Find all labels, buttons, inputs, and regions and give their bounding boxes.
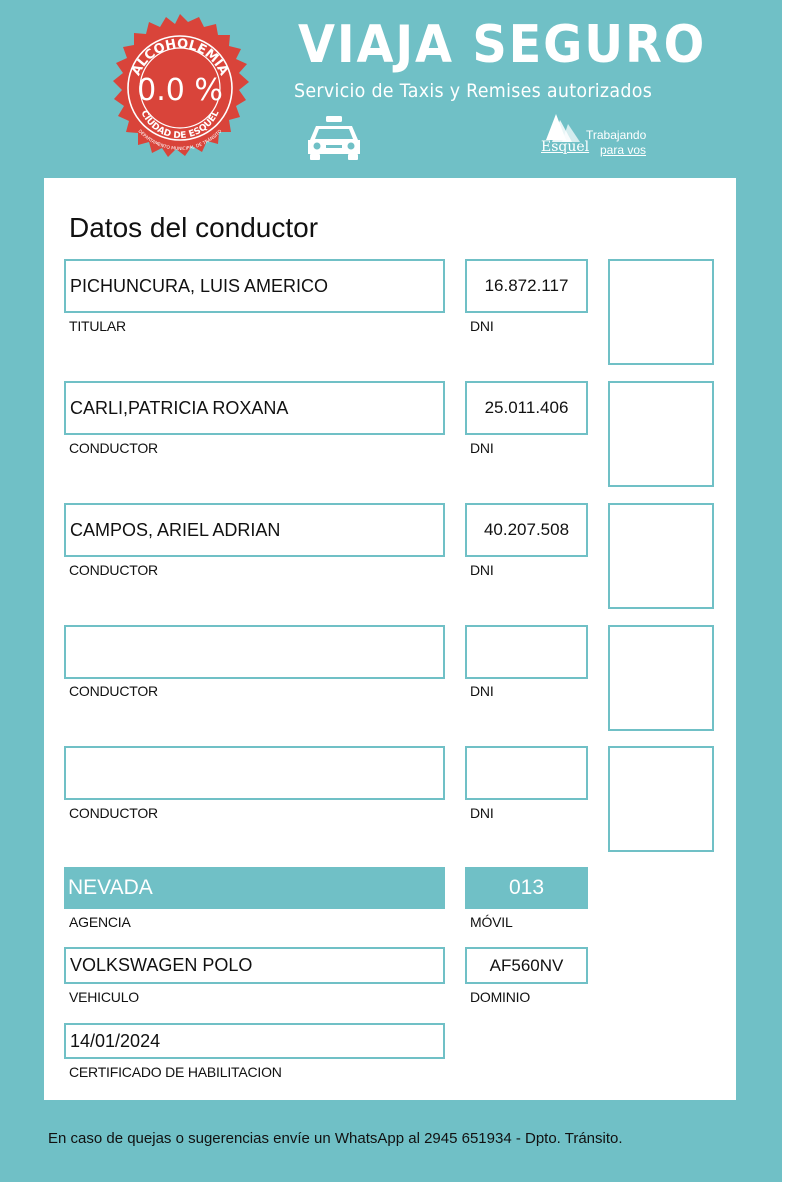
driver-photo-box bbox=[608, 625, 714, 731]
section-title: Datos del conductor bbox=[69, 212, 319, 243]
seal-value: 0.0 % bbox=[137, 73, 223, 108]
driver-name-field[interactable]: CAMPOS, ARIEL ADRIAN bbox=[64, 503, 445, 557]
agency-label: AGENCIA bbox=[69, 914, 131, 930]
driver-name-field[interactable] bbox=[64, 746, 445, 800]
alcoholemia-seal bbox=[104, 12, 256, 164]
driver-dni-label: DNI bbox=[470, 318, 494, 334]
driver-photo-box bbox=[608, 259, 714, 365]
agency-field[interactable]: NEVADA bbox=[64, 867, 445, 909]
movil-field[interactable]: 013 bbox=[465, 867, 588, 909]
footer-note: En caso de quejas o sugerencias envíe un WhatsApp al 2945 651934 - Dpto. Tránsito. bbox=[48, 1130, 623, 1147]
seal-small-text: DEPARTAMENTO MUNICIPAL DE TRÁNSITO bbox=[136, 129, 224, 153]
certificate-field[interactable]: 14/01/2024 bbox=[64, 1023, 445, 1059]
driver-dni-label: DNI bbox=[470, 683, 494, 699]
driver-photo-box bbox=[608, 746, 714, 852]
driver-role-label: TITULAR bbox=[69, 318, 126, 334]
driver-dni-field[interactable]: 40.207.508 bbox=[465, 503, 588, 557]
dominio-field[interactable]: AF560NV bbox=[465, 947, 588, 984]
driver-name-field[interactable]: PICHUNCURA, LUIS AMERICO bbox=[64, 259, 445, 313]
driver-role-label: CONDUCTOR bbox=[69, 440, 158, 456]
brand-subtitle: Servicio de Taxis y Remises autorizados bbox=[294, 80, 653, 102]
esquel-logo-tagline-1: Trabajando bbox=[586, 128, 647, 142]
vehicle-label: VEHICULO bbox=[69, 989, 139, 1005]
driver-photo-box bbox=[608, 381, 714, 487]
driver-role-label: CONDUCTOR bbox=[69, 805, 158, 821]
seal-top-text: ALCOHOLEMIA bbox=[128, 36, 232, 79]
esquel-logo-tagline-2: para vos bbox=[600, 143, 647, 157]
dominio-label: DOMINIO bbox=[470, 989, 531, 1005]
driver-dni-field[interactable]: 16.872.117 bbox=[465, 259, 588, 313]
driver-dni-field[interactable]: 25.011.406 bbox=[465, 381, 588, 435]
driver-name-field[interactable]: CARLI,PATRICIA ROXANA bbox=[64, 381, 445, 435]
driver-photo-box bbox=[608, 503, 714, 609]
driver-role-label: CONDUCTOR bbox=[69, 683, 158, 699]
driver-name-field[interactable] bbox=[64, 625, 445, 679]
certificate-label: CERTIFICADO DE HABILITACION bbox=[69, 1064, 282, 1080]
driver-dni-label: DNI bbox=[470, 805, 494, 821]
vehicle-field[interactable]: VOLKSWAGEN POLO bbox=[64, 947, 445, 984]
seal-bottom-text: CIUDAD DE ESQUEL bbox=[138, 108, 222, 142]
brand-title: VIAJA SEGURO bbox=[298, 15, 707, 75]
driver-dni-label: DNI bbox=[470, 562, 494, 578]
driver-dni-field[interactable] bbox=[465, 625, 588, 679]
page-margin bbox=[782, 0, 806, 1200]
taxi-icon bbox=[304, 114, 364, 162]
driver-role-label: CONDUCTOR bbox=[69, 562, 158, 578]
driver-dni-label: DNI bbox=[470, 440, 494, 456]
esquel-logo-word: Esquel bbox=[541, 139, 590, 155]
movil-label: MÓVIL bbox=[470, 914, 513, 930]
driver-dni-field[interactable] bbox=[465, 746, 588, 800]
